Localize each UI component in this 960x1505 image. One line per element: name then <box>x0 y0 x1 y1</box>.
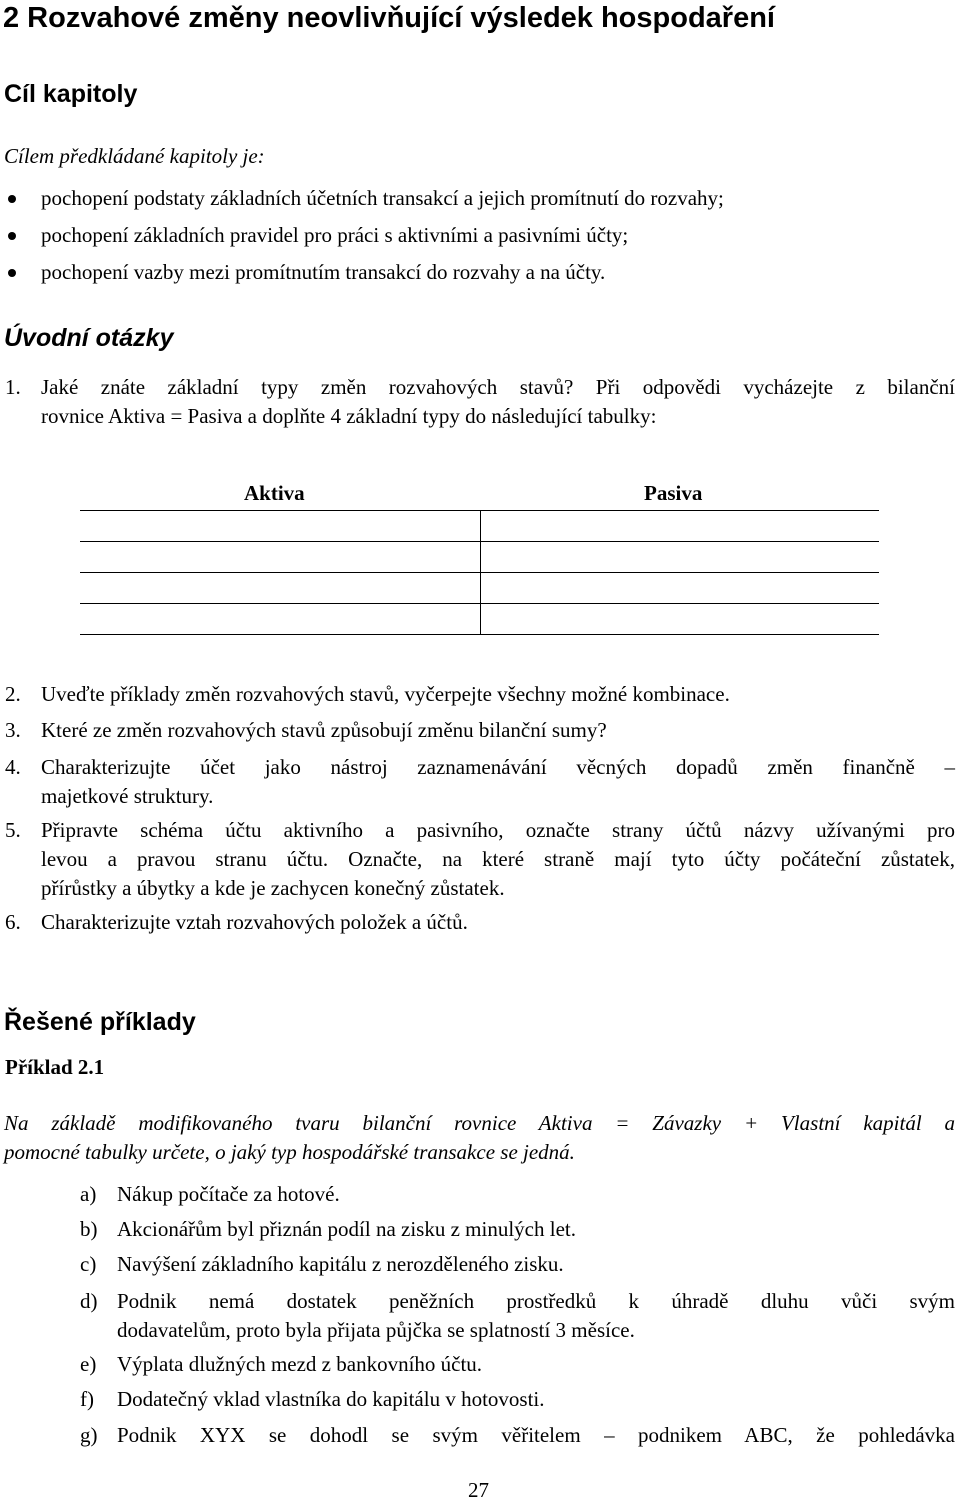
task-text: Dodatečný vklad vlastníka do kapitálu v hotovosti. <box>117 1387 545 1411</box>
example-intro <box>4 1109 955 1167</box>
task-label: f) <box>80 1387 94 1411</box>
chapter-title: 2 Rozvahové změny neovlivňující výsledek hospodaření <box>3 2 775 34</box>
question-line: majetkové struktury. <box>41 784 214 808</box>
example-intro-line: pomocné tabulky určete, o jaký typ hospodářské transakce se jedná. <box>4 1140 575 1164</box>
task-label: g) <box>80 1423 98 1447</box>
question-text: Charakterizujte vztah rozvahových položek a účtů. <box>41 910 468 934</box>
question-line: Připravte schéma účtu aktivního a pasivního, označte strany účtů názvy užívanými pro <box>41 818 955 842</box>
task-text: Akcionářům byl přiznán podíl na zisku z minulých let. <box>117 1217 576 1241</box>
task-line: Podnik nemá dostatek peněžních prostředků k úhradě dluhu vůči svým <box>117 1289 955 1313</box>
page-number: 27 <box>468 1478 489 1502</box>
task-label: c) <box>80 1252 97 1276</box>
question-number: 4. <box>5 755 21 779</box>
example-intro-line: Na základě modifikovaného tvaru bilanční rovnice Aktiva = Závazky + Vlastní kapitál a <box>4 1111 955 1135</box>
task-text <box>117 1287 955 1345</box>
question-line: Charakterizujte účet jako nástroj zaznamenávání věcných dopadů změn finančně – <box>41 755 955 779</box>
task-label: a) <box>80 1182 97 1206</box>
question-text <box>41 816 955 903</box>
question-number: 3. <box>5 718 21 742</box>
table-divider <box>480 510 481 635</box>
task-text <box>117 1421 955 1450</box>
question-text <box>41 373 955 431</box>
task-line: Podnik XYX se dohodl se svým věřitelem – podnikem ABC, že pohledávka <box>117 1423 955 1447</box>
question-line: levou a pravou stranu účtu. Označte, na které straně mají tyto účty počáteční zůstatek, <box>41 847 955 871</box>
question-text <box>41 753 955 811</box>
goal-item: pochopení vazby mezi promítnutím transakcí do rozvahy a na účty. <box>41 260 606 284</box>
bullet-icon <box>8 232 16 240</box>
table-header-pasiva: Pasiva <box>644 481 703 505</box>
question-line: rovnice Aktiva = Pasiva a doplňte 4 základní typy do následující tabulky: <box>41 404 657 428</box>
task-label: b) <box>80 1217 98 1241</box>
question-text: Které ze změn rozvahových stavů způsobují změnu bilanční sumy? <box>41 718 607 742</box>
solved-heading: Řešené příklady <box>4 1008 196 1036</box>
task-label: d) <box>80 1289 98 1313</box>
task-text: Výplata dlužných mezd z bankovního účtu. <box>117 1352 483 1376</box>
question-line: přírůstky a úbytky a kde je zachycen konečný zůstatek. <box>41 876 505 900</box>
goal-item: pochopení základních pravidel pro práci s aktivními a pasivními účty; <box>41 223 629 247</box>
example-title: Příklad 2.1 <box>5 1055 105 1079</box>
question-number: 2. <box>5 682 21 706</box>
question-number: 1. <box>5 375 21 399</box>
bullet-icon <box>8 195 16 203</box>
question-line: Jaké znáte základní typy změn rozvahových stavů? Při odpovědi vycházejte z bilanční <box>41 375 955 399</box>
task-label: e) <box>80 1352 97 1376</box>
question-number: 6. <box>5 910 21 934</box>
question-number: 5. <box>5 818 21 842</box>
table-header-aktiva: Aktiva <box>244 481 305 505</box>
goal-intro: Cílem předkládané kapitoly je: <box>4 144 265 168</box>
question-text: Uveďte příklady změn rozvahových stavů, vyčerpejte všechny možné kombinace. <box>41 682 730 706</box>
task-text: Nákup počítače za hotové. <box>117 1182 340 1206</box>
goal-item: pochopení podstaty základních účetních transakcí a jejich promítnutí do rozvahy; <box>41 186 724 210</box>
task-text: Navýšení základního kapitálu z nerozděleného zisku. <box>117 1252 564 1276</box>
questions-heading: Úvodní otázky <box>4 324 174 352</box>
task-line: dodavatelům, proto byla přijata půjčka se splatností 3 měsíce. <box>117 1318 635 1342</box>
bullet-icon <box>8 269 16 277</box>
goal-heading: Cíl kapitoly <box>4 80 138 108</box>
